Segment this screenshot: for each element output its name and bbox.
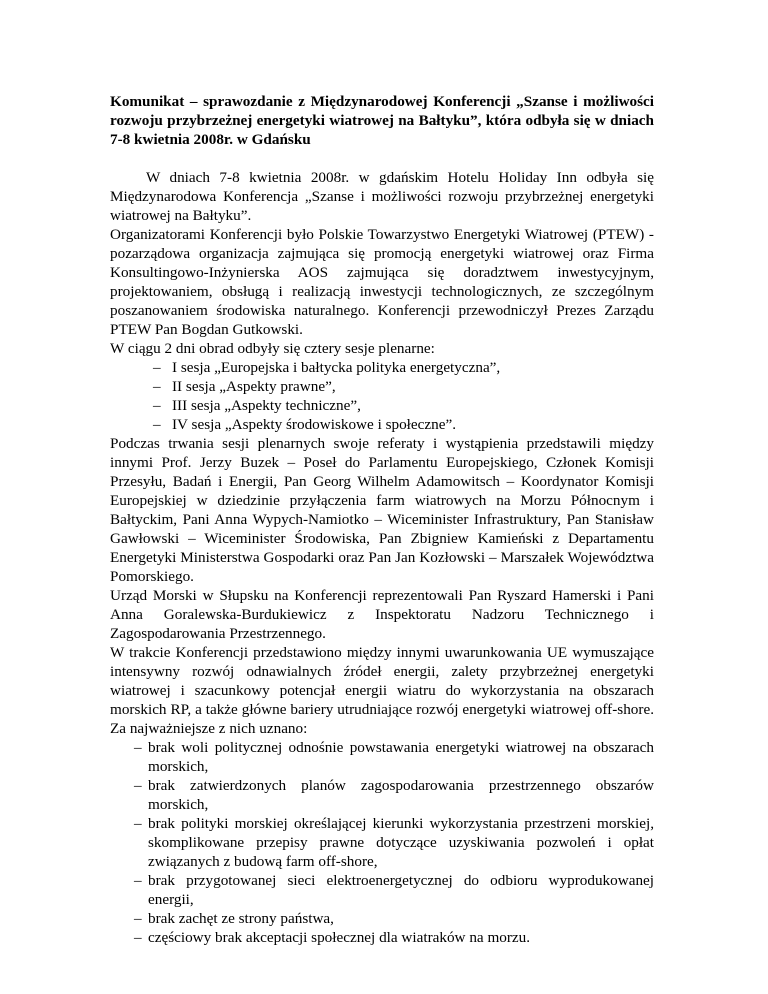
barrier-label: brak przygotowanej sieci elektroenergetycznej do odbioru wyprodukowanej energii, <box>148 872 654 908</box>
session-label: I sesja „Europejska i bałtycka polityka energetyczna”, <box>172 359 501 376</box>
barrier-label: częściowy brak akceptacji społecznej dla wiatraków na morzu. <box>148 929 531 946</box>
intro-paragraph: W dniach 7-8 kwietnia 2008r. w gdańskim Hotelu Holiday Inn odbyła się Międzynarodowa Konferencja „Szanse i możliwości rozwoju przybrzeżnej energetyki wiatrowej na Bałtyku”. <box>110 169 654 224</box>
dash-bullet: – <box>134 872 142 889</box>
dash-bullet: – <box>134 777 142 794</box>
barrier-label: brak polityki morskiej określającej kierunki wykorzystania przestrzeni morskiej, skomplikowane przepisy prawne dotyczące uzyskiwania pozwoleń i opłat związanych z budową farm off-shore, <box>148 815 654 870</box>
barrier-label: brak zatwierdzonych planów zagospodarowania przestrzennego obszarów morskich, <box>148 777 654 813</box>
list-item <box>110 738 654 776</box>
list-item <box>110 776 654 814</box>
sessions-list <box>110 358 654 434</box>
speakers-paragraph: Podczas trwania sesji plenarnych swoje referaty i wystąpienia przedstawili między innymi Prof. Jerzy Buzek – Poseł do Parlamentu Europejskiego, Członek Komisji Przesyłu, Badań i Energii, Pan Georg Wilhelm Adamowitsch – Koordynator Komisji Europejskiej w dziedzinie przyłączenia farm wiatrowych na Morzu Północnym i Bałtyckim, Pani Anna Wypych-Namiotko – Wiceminister Infrastruktury, Pan Stanisław Gawłowski – Wiceminister Środowiska, Pan Zbigniew Kamieński z Departamentu Energetyki Ministerstwa Gospodarki oraz Pan Jan Kozłowski – Marszałek Województwa Pomorskiego. <box>110 435 654 585</box>
dash-bullet: – <box>134 910 142 927</box>
document-body <box>110 168 654 947</box>
list-item <box>110 909 654 928</box>
dash-bullet: – <box>153 359 161 376</box>
document-title: Komunikat – sprawozdanie z Międzynarodowej Konferencji „Szanse i możliwości rozwoju przybrzeżnej energetyki wiatrowej na Bałtyku”, która odbyła się w dniach 7-8 kwietnia 2008r. w Gdańsku <box>110 93 654 148</box>
document-page <box>110 92 654 947</box>
dash-bullet: – <box>153 397 161 414</box>
list-item <box>110 871 654 909</box>
dash-bullet: – <box>134 739 142 756</box>
list-item <box>110 358 654 377</box>
organizers-paragraph: Organizatorami Konferencji było Polskie Towarzystwo Energetyki Wiatrowej (PTEW) - pozarządowa organizacja zajmująca się promocją energetyki wiatrowej oraz Firma Konsultingowo-Inżynierska AOS zajmująca się doradztwem inwestycyjnym, projektowaniem, obsługą i realizacją inwestycji technologicznych, ze szczególnym poszanowaniem środowiska naturalnego. Konferencji przewodniczył Prezes Zarządu PTEW Pan Bogdan Gutkowski. <box>110 226 654 338</box>
barrier-label: brak zachęt ze strony państwa, <box>148 910 334 927</box>
sessions-intro: W ciągu 2 dni obrad odbyły się cztery sesje plenarne: <box>110 340 435 357</box>
session-label: IV sesja „Aspekty środowiskowe i społeczne”. <box>172 416 456 433</box>
list-item <box>110 377 654 396</box>
list-item <box>110 814 654 871</box>
session-label: III sesja „Aspekty techniczne”, <box>172 397 361 414</box>
session-label: II sesja „Aspekty prawne”, <box>172 378 336 395</box>
conditions-paragraph: W trakcie Konferencji przedstawiono między innymi uwarunkowania UE wymuszające intensywny rozwój odnawialnych źródeł energii, zalety przybrzeżnej energetyki wiatrowej i szacunkowy potencjał energii wiatru do wykorzystania na obszarach morskich RP, a także główne bariery utrudniające rozwój energetyki wiatrowej off-shore. Za najważniejsze z nich uznano: <box>110 644 654 737</box>
barrier-label: brak woli politycznej odnośnie powstawania energetyki wiatrowej na obszarach morskich, <box>148 739 654 775</box>
barriers-list <box>110 738 654 947</box>
dash-bullet: – <box>134 929 142 946</box>
dash-bullet: – <box>153 416 161 433</box>
dash-bullet: – <box>153 378 161 395</box>
list-item <box>110 396 654 415</box>
list-item <box>110 415 654 434</box>
dash-bullet: – <box>134 815 142 832</box>
list-item <box>110 928 654 947</box>
representatives-paragraph: Urząd Morski w Słupsku na Konferencji reprezentowali Pan Ryszard Hamerski i Pani Anna Goralewska-Burdukiewicz z Inspektoratu Nadzoru Technicznego i Zagospodarowania Przestrzennego. <box>110 587 654 642</box>
